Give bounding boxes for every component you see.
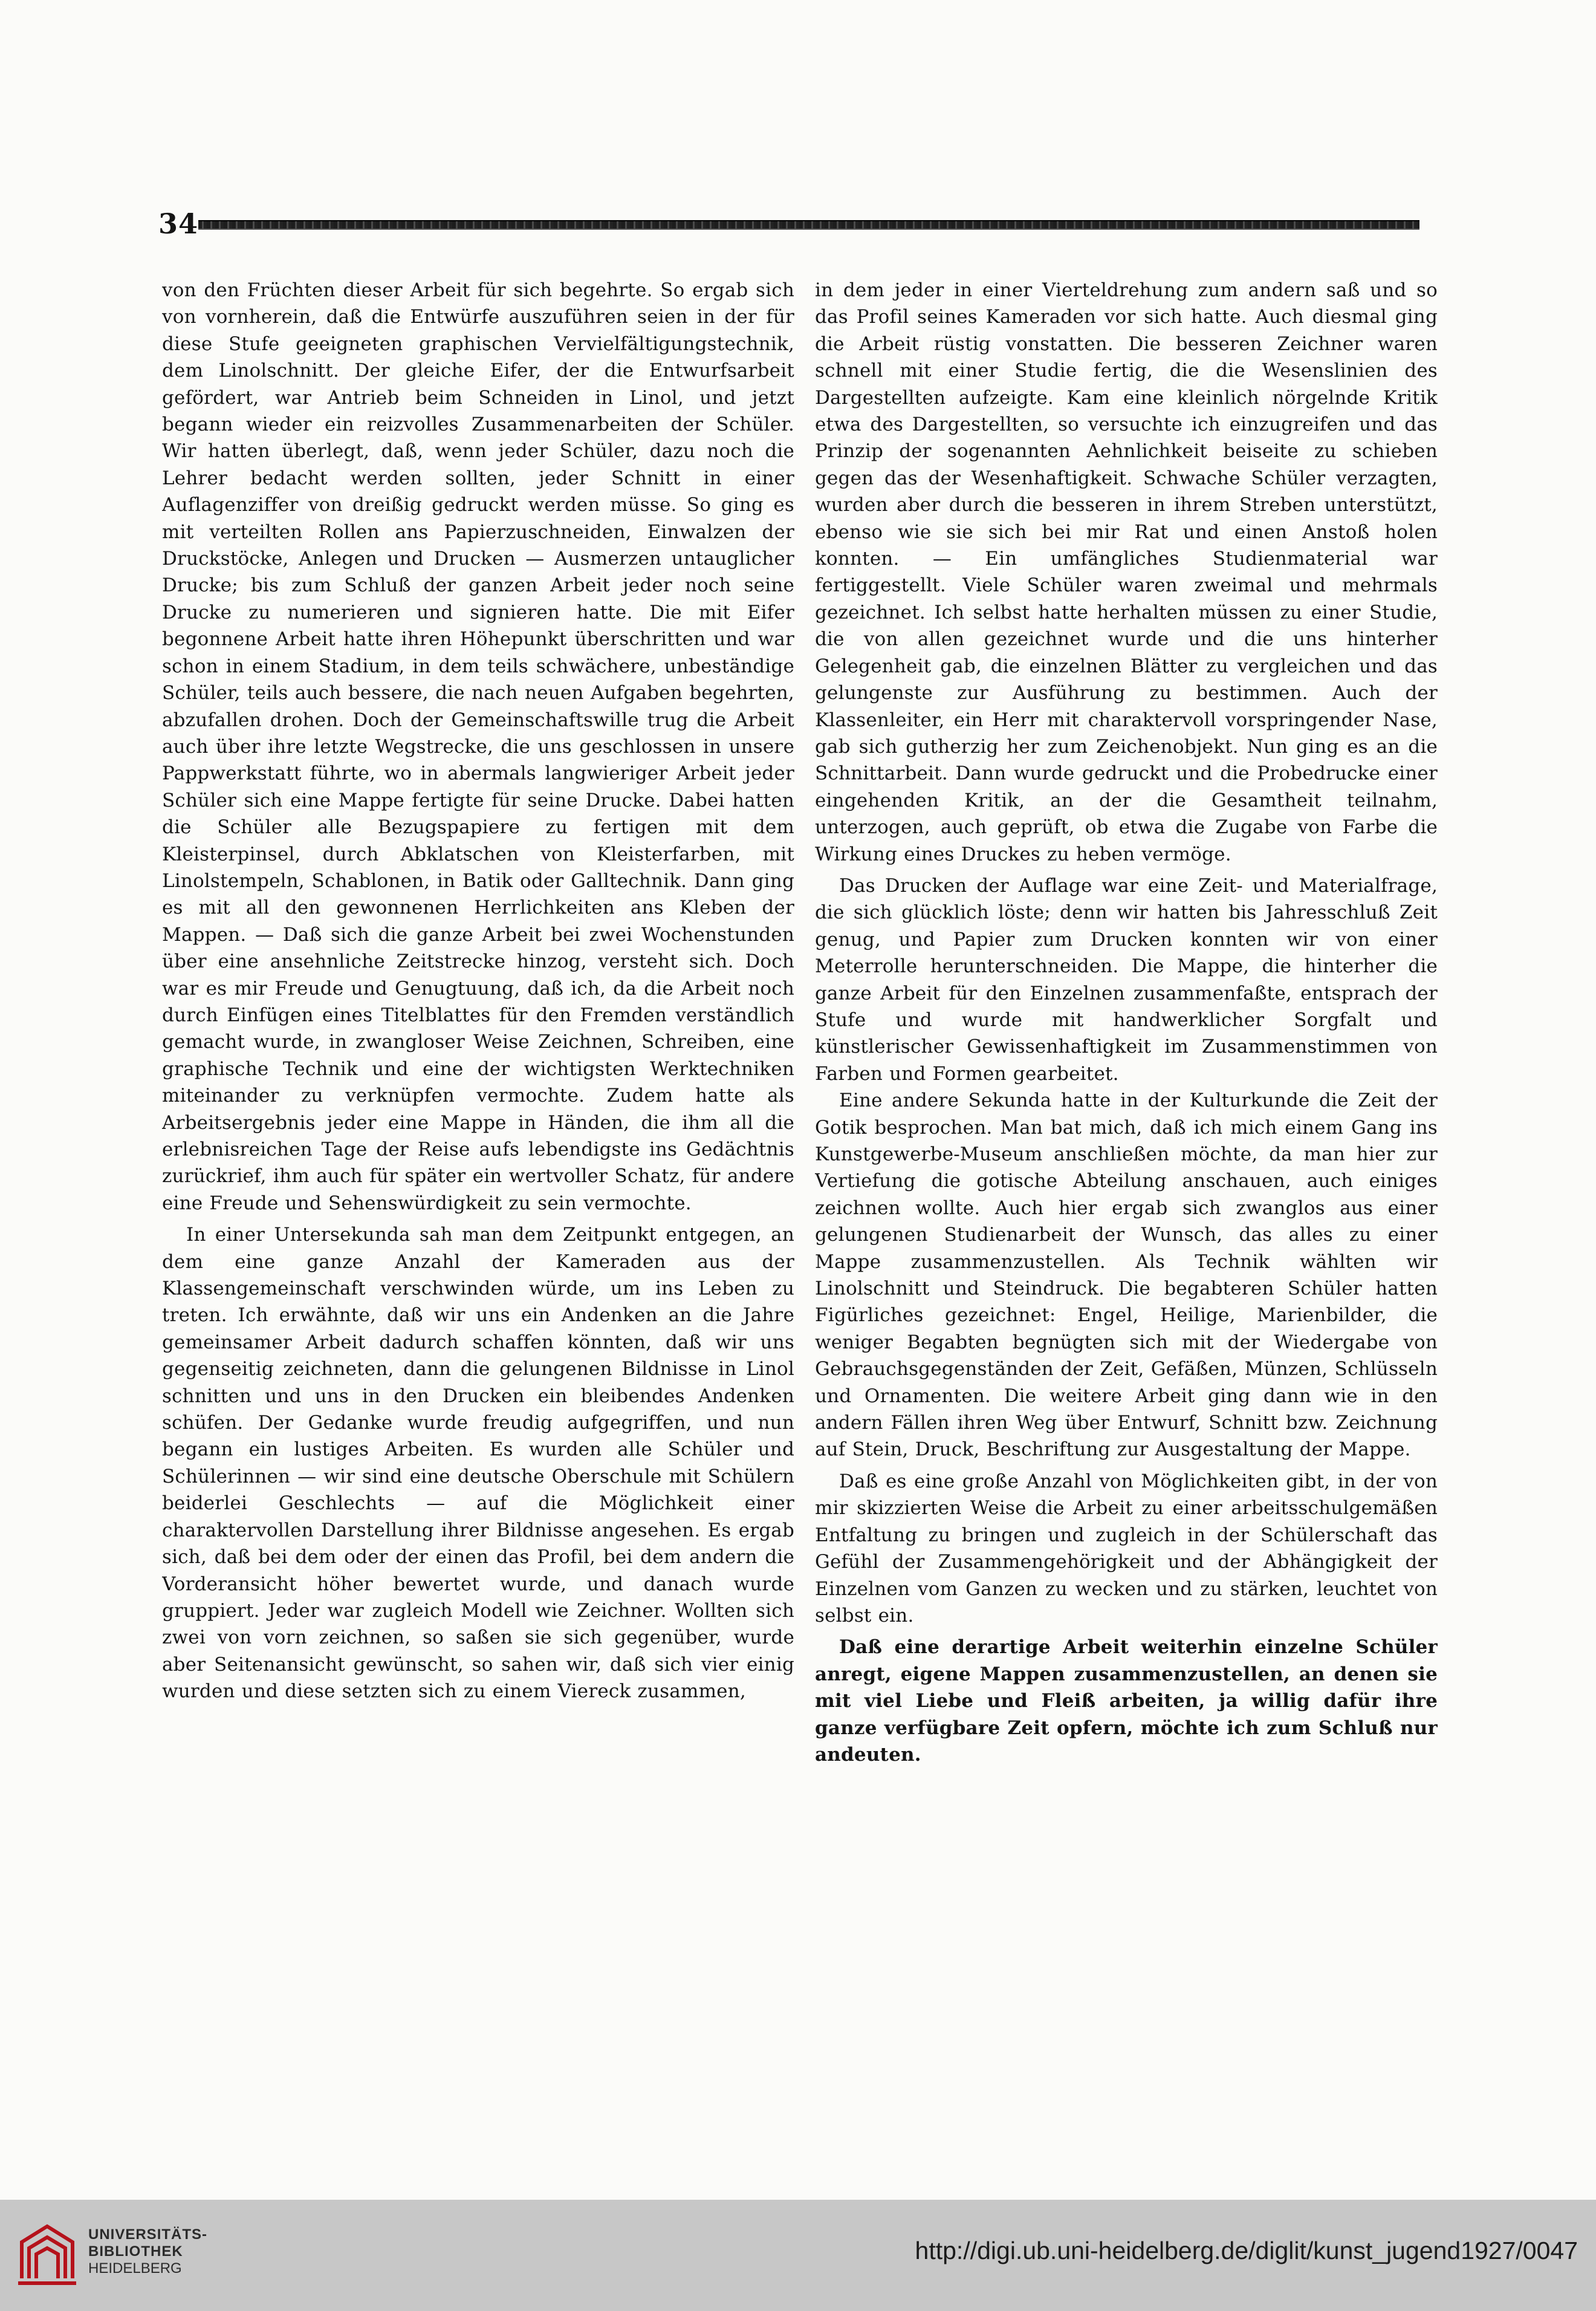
paragraph: In einer Untersekunda sah man dem Zeitpunkt entgegen, an dem eine ganze Anzahl der Kameraden aus der Klassengemeinschaft verschwinden würde, um ins Leben zu treten. Ich erwähnte, daß wir uns ein Andenken an die Jahre gemeinsamer Arbeit dadurch schaffen könnten, daß wir uns gegenseitig zeichneten, dann die gelungenen Bildnisse in Linol schnitten und uns in den Drucken ein bleibendes Andenken schüfen. Der Gedanke wurde freudig aufgegriffen, und nun begann ein lustiges Arbeiten. Es wurden alle Schüler und Schülerinnen — wir sind eine deutsche Oberschule mit Schülern beiderlei Geschlechts — auf die Möglichkeit einer charaktervollen Darstellung ihrer Bildnisse angesehen. Es ergab sich, daß bei dem oder der einen das Profil, bei dem andern die Vorderansicht höher bewertet wurde, und danach wurde gruppiert. Jeder war zugleich Modell wie Zeichner. Wollten sich zwei von vorn zeichnen, so saßen sie sich gegenüber, wurde aber Seitenansicht gewünscht, so sahen wir, daß sich vier einig wurden und diese setzten sich zu einem Viereck zusammen, [162, 1224, 794, 1703]
library-name[interactable] [88, 2226, 207, 2277]
library-name-line: HEIDELBERG [88, 2260, 182, 2277]
paragraph: Das Drucken der Auflage war eine Zeit- und Materialfrage, die sich glücklich löste; denn wir hatten bis Jahresschluß Zeit genug, und Papier zum Drucken konnten wir von einer Meterrolle herunterschneiden. Die Mappe, die hinterher die ganze Arbeit für den Einzelnen zusammenfaßte, entsprach der Stufe und wurde mit handwerklicher Sorgfalt und künstlerischer Gewissenhaftigkeit im Zusammenstimmen von Farben und Formen gearbeitet. [815, 874, 1438, 1085]
university-library-logo-icon[interactable] [16, 2218, 79, 2290]
paragraph: in dem jeder in einer Vierteldrehung zum andern saß und so das Profil seines Kameraden vor sich hatte. Auch diesmal ging die Arbeit rüstig vonstatten. Die besseren Zeichner waren schnell mit einer Studie fertig, die die Wesenslinien des Dargestellten aufzeigte. Kam eine kleinlich nörgelnde Kritik etwa des Dargestellten, so versuchte ich einzugreifen und das Prinzip der sogenannten Aehnlichkeit beiseite zu schieben gegen das der Wesenhaftigkeit. Schwache Schüler verzagten, wurden aber durch die besseren in ihrem Streben unterstützt, ebenso wie sie sich bei mir Rat und einen Anstoß holen konnten. — Ein umfängliches Studienmaterial war fertiggestellt. Viele Schüler waren zweimal und mehrmals gezeichnet. Ich selbst hatte herhalten müssen zu einer Studie, die von allen gezeichnet wurde und die uns hinterher Gelegenheit gab, die einzelnen Blätter zu vergleichen und das gelungenste zur Ausführung zu bestimmen. Auch der Klassenleiter, ein Herr mit charaktervoll vorspringender Nase, gab sich gutherzig her zum Zeichenobjekt. Nun ging es an die Schnittarbeit. Dann wurde gedruckt und die Probedrucke einer eingehenden Kritik, an der die Gesamtheit teilnahm, unterzogen, auch geprüft, ob etwa die Zugabe von Farbe die Wirkung eines Druckes zu heben vermöge. [815, 279, 1438, 865]
library-name-line: BIBLIOTHEK [88, 2243, 183, 2260]
right-column [815, 277, 1438, 1994]
permalink-url[interactable]: http://digi.ub.uni-heidelberg.de/diglit/kunst_jugend1927/0047 [915, 2237, 1578, 2264]
page-header [158, 204, 1419, 243]
paragraph: Eine andere Sekunda hatte in der Kulturkunde die Zeit der Gotik besprochen. Man bat mich, daß ich mich einem Gang ins Kunstgewerbe-Museum anschließen möchte, da man hier zur Vertiefung die gotische Abteilung anschauen, auch einiges zeichnen wollte. Auch hier ergab sich zwanglos aus einer gelungenen Studienarbeit der Wunsch, das alles zu einer Mappe zusammenzustellen. Als Technik wählten wir Linolschnitt und Steindruck. Die begabteren Schüler hatten Figürliches gezeichnet: Engel, Heilige, Marienbilder, die weniger Begabten begnügten sich mit der Wiedergabe von Gebrauchsgegenständen der Zeit, Gefäßen, Münzen, Schlüsseln und Ornamenten. Die weitere Arbeit ging dann wie in den andern Fällen ihren Weg über Entwurf, Schnitt bzw. Zeichnung auf Stein, Druck, Beschriftung zur Ausgestaltung der Mappe. [815, 1090, 1438, 1461]
paragraph: von den Früchten dieser Arbeit für sich begehrte. So ergab sich von vornherein, daß die Entwürfe auszuführen seien in der für diese Stufe geeigneten graphischen Vervielfältigungstechnik, dem Linolschnitt. Der gleiche Eifer, der die Entwurfsarbeit gefördert, war Antrieb beim Schneiden in Linol, und jetzt begann wieder ein reizvolles Zusammenarbeiten der Schüler. Wir hatten überlegt, daß, wenn jeder Schüler, dazu noch die Lehrer bedacht werden sollten, jeder Schnitt in einer Auflagenziffer von dreißig gedruckt werden müsse. So ging es mit verteilten Rollen ans Papierzuschneiden, Einwalzen der Druckstöcke, Anlegen und Drucken — Ausmerzen untauglicher Drucke; bis zum Schluß der ganzen Arbeit jeder noch seine Drucke zu numerieren und signieren hatte. Die mit Eifer begonnene Arbeit hatte ihren Höhepunkt überschritten und war schon in einem Stadium, in dem teils schwächere, unbeständige Schüler, teils auch bessere, die nach neuen Aufgaben begehrten, abzufallen drohen. Doch der Gemeinschaftswille trug die Arbeit auch über ihre letzte Wegstrecke, die uns geschlossen in unsere Pappwerkstatt führte, wo in abermals langwieriger Arbeit jeder Schüler sich eine Mappe fertigte für seine Drucke. Dabei hatten die Schüler alle Bezugspapiere zu fertigen mit dem Kleisterpinsel, durch Abklatschen von Kleisterfarben, mit Linolstempeln, Schablonen, in Batik oder Galltechnik. Dann ging es mit all den gewonnenen Herrlichkeiten ans Kleben der Mappen. — Daß sich die ganze Arbeit bei zwei Wochenstunden über eine ansehnliche Zeitstrecke hinzog, versteht sich. Doch war es mir Freude und Genugtuung, daß ich, da die Arbeit noch durch Einfügen eines Titelblattes für den Fremden verständlich gemacht wurde, in zwangloser Weise Zeichnen, Schreiben, eine graphische Technik und eine der wichtigsten Werktechniken miteinander zu verknüpfen vermochte. Zudem hatte als Arbeitsergebnis jeder eine Mappe in Händen, die ihm all die erlebnisreichen Tage der Reise aufs lebendigste ins Gedächtnis zurückrief, ihm auch für später ein wertvoller Schatz, für andere eine Freude und Sehenswürdigkeit zu sein vermochte. [162, 279, 794, 1214]
viewer-footer [0, 2200, 1596, 2311]
header-rule [198, 220, 1419, 230]
paragraph: Daß es eine große Anzahl von Möglichkeiten gibt, in der von mir skizzierten Weise die Arbeit zu einer arbeitsschulgemäßen Entfaltung zu bringen und zugleich in der Schülerschaft das Gefühl der Zusammengehörigkeit und der Abhängigkeit der Einzelnen vom Ganzen zu wecken und zu stärken, leuchtet von selbst ein. [815, 1470, 1438, 1627]
page-number: 34 [158, 207, 199, 240]
paragraph: Daß eine derartige Arbeit weiterhin einzelne Schüler anregt, eigene Mappen zusammenzustellen, an denen sie mit viel Liebe und Fleiß arbeiten, ja willig dafür ihre ganze verfügbare Zeit opfern, möchte ich zum Schluß nur andeuten. [815, 1636, 1438, 1766]
library-name-line: UNIVERSITÄTS- [88, 2226, 208, 2243]
left-column [162, 277, 794, 1994]
